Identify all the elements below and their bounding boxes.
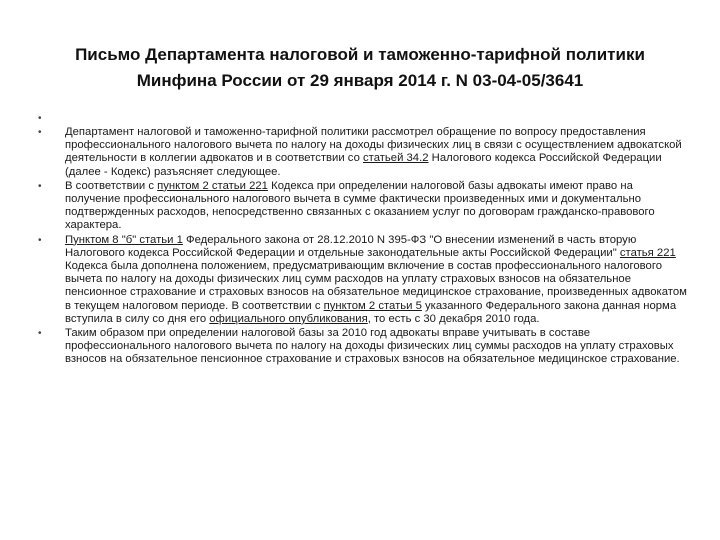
title-line-1: Письмо Департамента налоговой и таможенно-тарифной политики: [75, 45, 645, 64]
paragraph-conclusion: [38, 327, 688, 367]
link-official-publication[interactable]: официального опубликования: [209, 312, 368, 325]
link-article-34-2[interactable]: статьей 34.2: [363, 152, 429, 165]
link-clause-2-article-221[interactable]: пунктом 2 статьи 221: [157, 179, 268, 192]
page-title: [40, 42, 680, 94]
title-line-2: Минфина России от 29 января 2014 г. N 03-04-05/3641: [136, 71, 584, 90]
p3-text-3: указанного Федерального закона данная норма вступила в силу со дня его: [65, 299, 677, 325]
p1-text-2: Налогового кодекса Российской Федерации (далее - Кодекс) разъясняет следующее.: [65, 152, 662, 178]
p3-text-1: Федерального закона от 28.12.2010 N 395-ФЗ "О внесении изменений в часть вторую Налогового кодекса Российской Федерации и отдельные законодательные акты Российской Федерации": [65, 233, 637, 259]
link-clause-8b-article-1[interactable]: Пунктом 8 "б" статьи 1: [65, 233, 183, 246]
bullet-empty: [38, 112, 688, 125]
p2-text-2: Кодекса при определении налоговой базы адвокаты имеют право на получение профессионального налогового вычета в сумме фактически произведенных ими и документально подтвержденных расходов, непосредственно связанных с оказанием услуг по договорам гражданско-правового характера.: [65, 179, 655, 232]
bullet-list: [38, 112, 688, 368]
link-article-221[interactable]: статья 221: [619, 246, 676, 259]
paragraph-article-221: [38, 180, 688, 233]
p3-text-4: , то есть с 30 декабря 2010 года.: [367, 312, 540, 325]
p2-text-1: В соответствии с: [65, 179, 158, 192]
paragraph-federal-law-395: [38, 234, 688, 326]
p4-text-1: Таким образом при определении налоговой базы за 2010 год адвокаты вправе учитывать в составе профессионального налогового вычета по налогу на доходы физических лиц суммы расходов на уплату страховых взносов на обязательное пенсионное страхование и страховых взносов на обязательное медицинское страхование.: [65, 327, 680, 366]
p3-text-2: Кодекса была дополнена положением, предусматривающим включение в состав профессионального налогового вычета по налогу на доходы физических лиц сумм расходов на уплату страховых взносов на обязательное пенсионное страхование и страховых взносов на обязательное медицинское страхование, произведенных адвокатом в текущем налоговом периоде. В соответствии с: [65, 260, 687, 312]
paragraph-department-review: [38, 126, 688, 179]
link-clause-2-article-5[interactable]: пунктом 2 статьи 5: [323, 299, 422, 312]
p1-text-1: Департамент налоговой и таможенно-тарифной политики рассмотрел обращение по вопросу предоставления профессионального налогового вычета по налогу на доходы физических лиц в связи с осуществлением адвокатской деятельности в коллегии адвокатов и в соответствии со: [65, 126, 682, 165]
